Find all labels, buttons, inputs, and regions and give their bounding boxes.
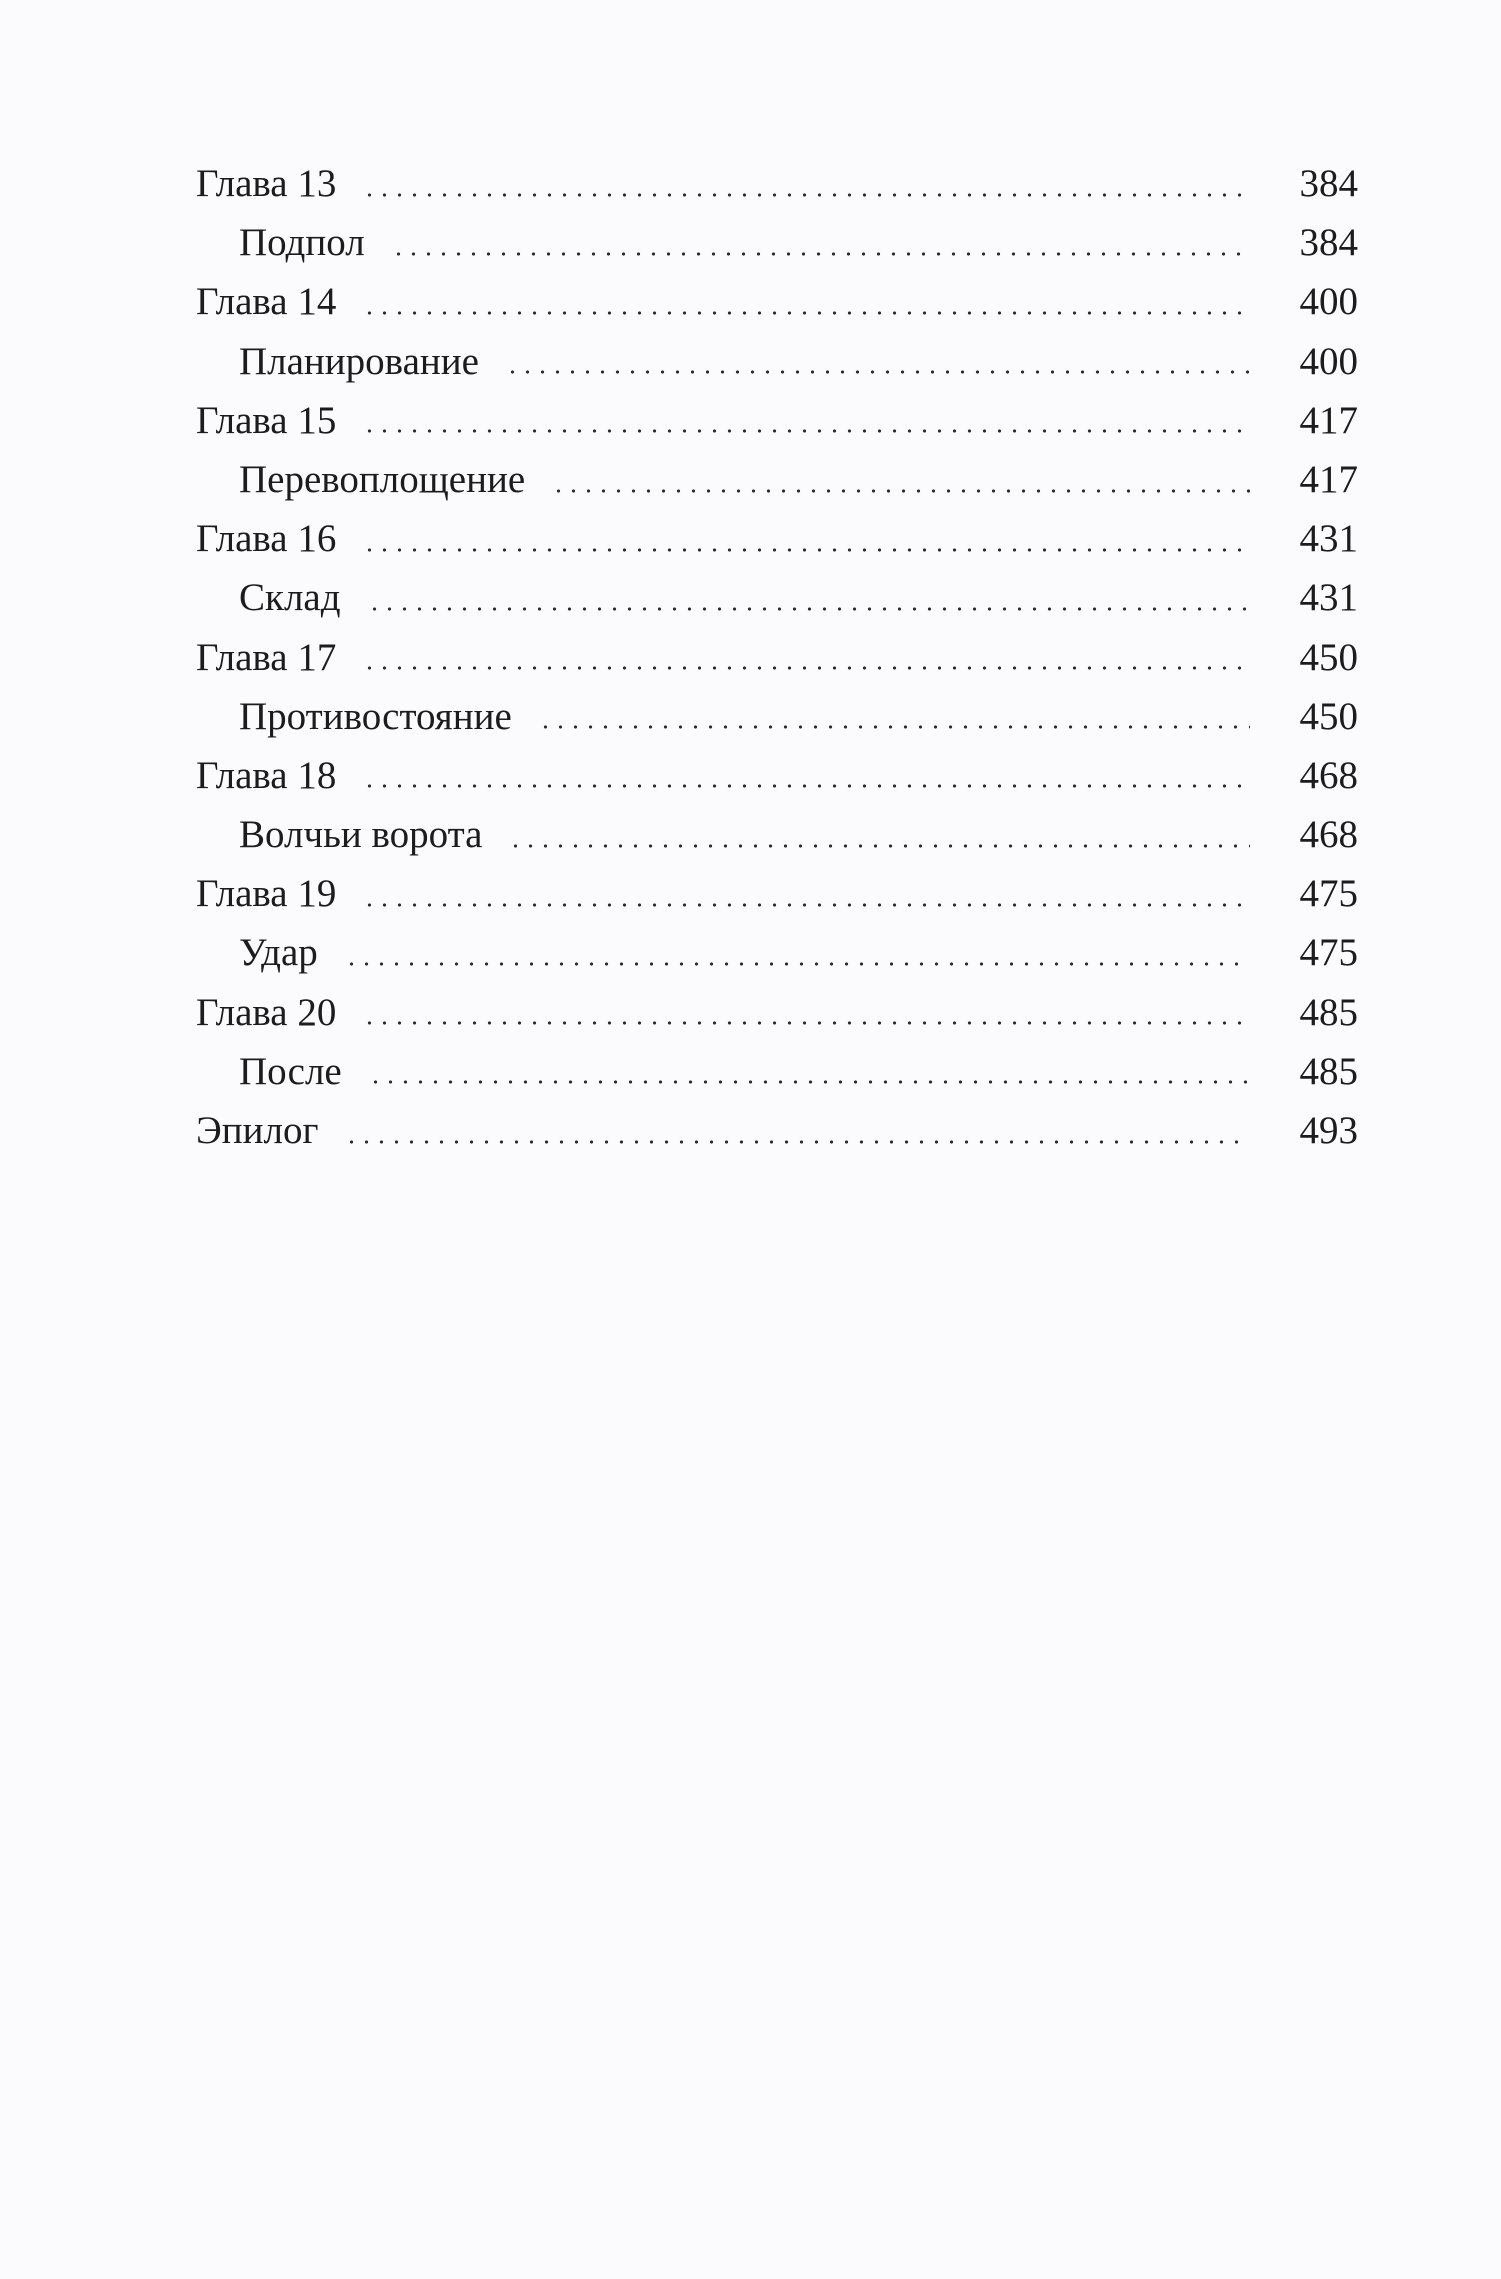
toc-entry-chapter-18 bbox=[196, 746, 1358, 805]
toc-entry-page: 450 bbox=[1299, 635, 1358, 679]
toc-entry-section bbox=[196, 805, 1358, 864]
toc-entry-section bbox=[196, 687, 1358, 746]
toc-entry-section bbox=[196, 450, 1358, 509]
toc-entry-chapter-13 bbox=[196, 154, 1358, 213]
toc-entry-page: 417 bbox=[1299, 398, 1358, 442]
toc-entry-chapter-19 bbox=[196, 864, 1358, 923]
dot-leader bbox=[362, 545, 1250, 555]
toc-entry-title: Глава 16 bbox=[196, 517, 337, 561]
toc-entry-page: 384 bbox=[1299, 162, 1358, 205]
toc-entry-title: Планирование bbox=[239, 339, 479, 383]
toc-entry-epilogue bbox=[196, 1101, 1358, 1160]
dot-leader bbox=[368, 1077, 1250, 1087]
dot-leader bbox=[551, 486, 1250, 496]
toc-entry-page: 400 bbox=[1299, 280, 1358, 324]
dot-leader bbox=[362, 781, 1250, 791]
toc-entry-page: 475 bbox=[1299, 872, 1358, 916]
toc-entry-page: 384 bbox=[1299, 221, 1358, 265]
toc-entry-section bbox=[196, 332, 1358, 391]
dot-leader bbox=[367, 604, 1250, 614]
dot-leader bbox=[362, 900, 1250, 910]
dot-leader bbox=[362, 190, 1250, 200]
toc-entry-chapter-17 bbox=[196, 628, 1358, 687]
dot-leader bbox=[505, 367, 1250, 377]
toc-entry-section bbox=[196, 1042, 1358, 1101]
dot-leader bbox=[508, 841, 1250, 851]
toc-entry-page: 468 bbox=[1299, 753, 1358, 797]
dot-leader bbox=[391, 249, 1250, 259]
toc-entry-page: 431 bbox=[1299, 517, 1358, 561]
toc-entry-title: Глава 14 bbox=[196, 280, 337, 324]
toc-entry-title: Склад bbox=[239, 576, 341, 620]
toc-entry-page: 493 bbox=[1299, 1109, 1358, 1152]
toc-entry-section bbox=[196, 923, 1358, 982]
toc-entry-page: 475 bbox=[1299, 931, 1358, 975]
toc-entry-page: 468 bbox=[1299, 813, 1358, 857]
toc-entry-title: Глава 17 bbox=[196, 635, 337, 679]
toc-entry-title: Подпол bbox=[239, 221, 365, 265]
dot-leader bbox=[362, 1018, 1250, 1028]
dot-leader bbox=[362, 426, 1250, 436]
dot-leader bbox=[538, 722, 1250, 732]
toc-entry-title: После bbox=[239, 1049, 342, 1093]
dot-leader bbox=[344, 959, 1250, 969]
toc-entry-page: 431 bbox=[1299, 576, 1358, 620]
toc-entry-title: Глава 15 bbox=[196, 398, 337, 442]
toc-entry-title: Волчьи ворота bbox=[239, 813, 483, 857]
toc-entry-page: 485 bbox=[1299, 1049, 1358, 1093]
toc-entry-chapter-20 bbox=[196, 983, 1358, 1042]
toc-entry-page: 450 bbox=[1299, 694, 1358, 738]
table-of-contents bbox=[196, 154, 1358, 1160]
toc-entry-page: 400 bbox=[1299, 339, 1358, 383]
toc-entry-title: Удар bbox=[239, 931, 318, 975]
toc-entry-chapter-15 bbox=[196, 391, 1358, 450]
toc-entry-title: Перевоплощение bbox=[239, 457, 526, 501]
toc-entry-chapter-14 bbox=[196, 272, 1358, 331]
toc-entry-page: 485 bbox=[1299, 990, 1358, 1034]
dot-leader bbox=[362, 663, 1250, 673]
toc-entry-title: Глава 13 bbox=[196, 162, 337, 205]
toc-entry-title: Эпилог bbox=[196, 1109, 319, 1152]
dot-leader bbox=[344, 1137, 1250, 1147]
toc-entry-section bbox=[196, 568, 1358, 627]
dot-leader bbox=[362, 308, 1250, 318]
toc-entry-title: Глава 20 bbox=[196, 990, 337, 1034]
toc-entry-title: Глава 19 bbox=[196, 872, 337, 916]
toc-entry-section bbox=[196, 213, 1358, 272]
toc-entry-chapter-16 bbox=[196, 509, 1358, 568]
toc-entry-title: Глава 18 bbox=[196, 753, 337, 797]
toc-entry-page: 417 bbox=[1299, 457, 1358, 501]
toc-entry-title: Противостояние bbox=[239, 694, 512, 738]
